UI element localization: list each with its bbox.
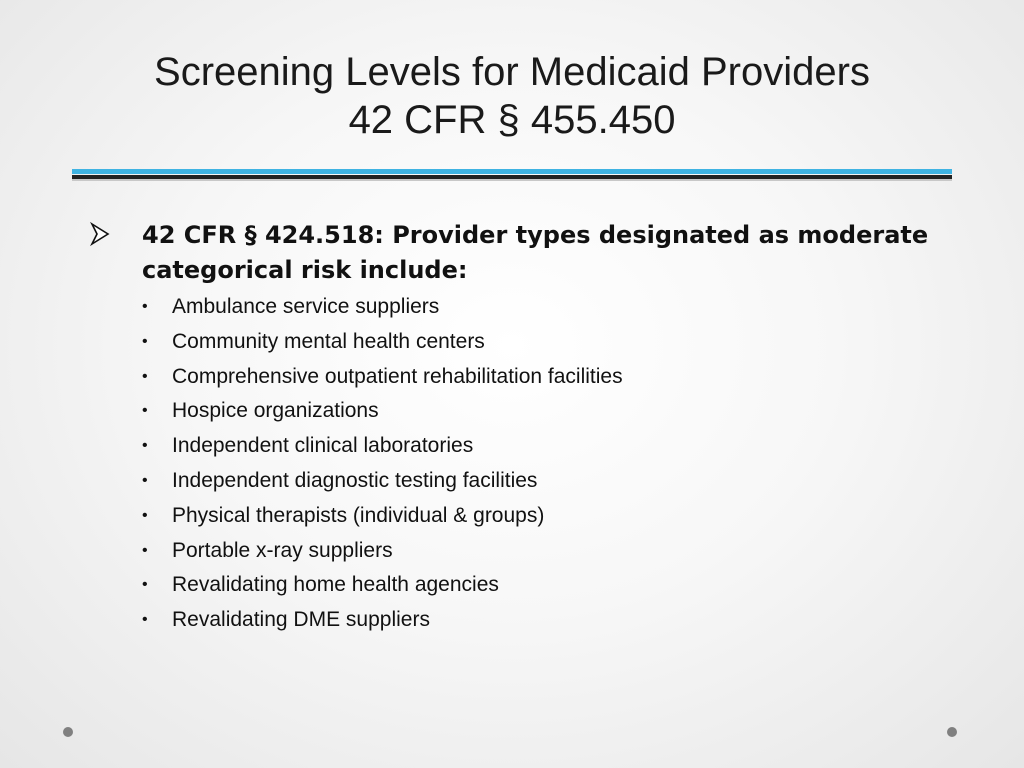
list-item-text: Revalidating DME suppliers (172, 608, 430, 632)
list-item-text: Portable x-ray suppliers (172, 538, 393, 562)
list-item (142, 394, 950, 429)
list-item-text: Revalidating home health agencies (172, 573, 499, 597)
arrowhead-bullet-icon (90, 221, 110, 247)
list-item-text: Independent diagnostic testing facilities (172, 468, 538, 492)
page-title (60, 48, 964, 144)
list-item (142, 360, 950, 395)
bullet-dot-icon: • (142, 471, 148, 489)
list-item (142, 534, 950, 569)
list-item (142, 464, 950, 499)
bullet-dot-icon: • (142, 332, 148, 350)
bullet-dot-icon: • (142, 402, 148, 420)
title-divider (72, 169, 952, 181)
title-line-1: Screening Levels for Medicaid Providers (154, 50, 870, 94)
bullet-dot-icon: • (142, 506, 148, 524)
bullet-dot-icon: • (142, 611, 148, 629)
bullet-dot-icon: • (142, 298, 148, 315)
list-item-text: Ambulance service suppliers (172, 295, 440, 318)
list-item (142, 603, 950, 638)
list-item-text: Hospice organizations (172, 399, 379, 423)
corner-dot-left-icon (63, 727, 73, 737)
list-item-text: Comprehensive outpatient rehabilitation facilities (172, 364, 623, 388)
bullet-dot-icon: • (142, 437, 148, 455)
divider-blue-rule (72, 169, 952, 174)
list-item (142, 499, 950, 534)
title-line-2: 42 CFR § 455.450 (348, 98, 676, 142)
main-bullet-text: 42 CFR § 424.518: Provider types designated as moderate categorical risk include: (142, 221, 929, 284)
list-item (142, 325, 950, 360)
bullet-dot-icon: • (142, 576, 148, 594)
corner-dot-right-icon (947, 727, 957, 737)
list-item (142, 290, 950, 325)
sub-bullet-list (90, 290, 950, 638)
list-item-text: Physical therapists (individual & groups) (172, 503, 545, 527)
divider-shadow (72, 179, 952, 181)
main-bullet-item (90, 218, 950, 288)
list-item-text: Independent clinical laboratories (172, 434, 474, 458)
bullet-dot-icon: • (142, 367, 148, 385)
list-item (142, 429, 950, 464)
list-item-text: Community mental health centers (172, 329, 485, 353)
slide-content (90, 218, 950, 638)
bullet-dot-icon: • (142, 541, 148, 559)
list-item (142, 568, 950, 603)
